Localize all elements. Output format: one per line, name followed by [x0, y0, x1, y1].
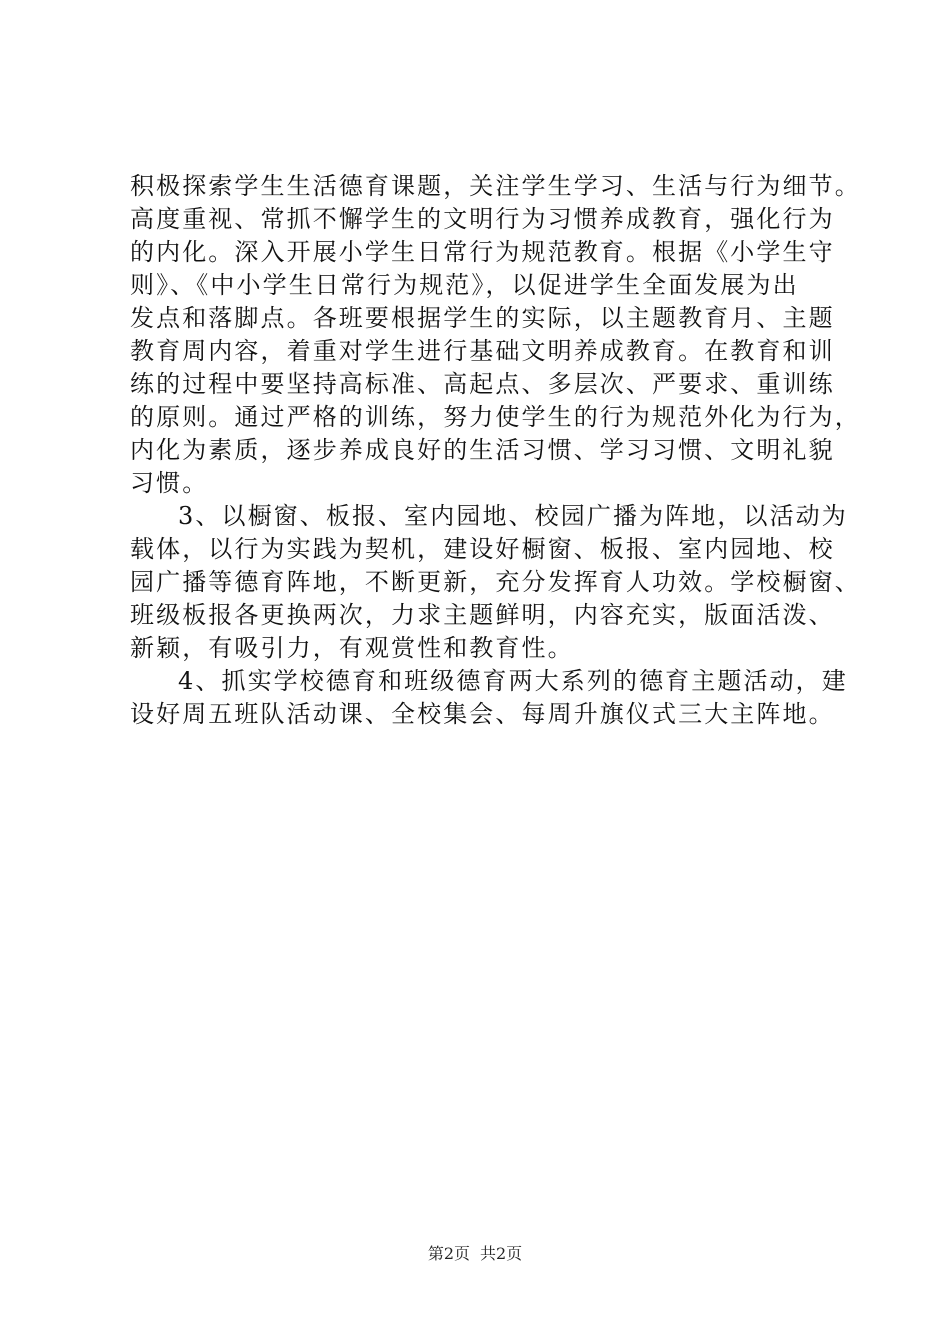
text-line: 园广播等德育阵地，不断更新，充分发挥育人功效。学校橱窗、: [130, 568, 861, 596]
document-body: [130, 170, 861, 731]
text-line: 练的过程中要坚持高标准、高起点、多层次、严要求、重训练: [130, 370, 835, 398]
text-line: 高度重视、常抓不懈学生的文明行为习惯养成教育，强化行为: [130, 205, 835, 233]
text-line: 的内化。深入开展小学生日常行为规范教育。根据《小学生守: [130, 238, 835, 266]
paragraph-4-first-line: 4、抓实学校德育和班级德育两大系列的德育主题活动，建: [178, 667, 848, 695]
text-line: 习惯。: [130, 469, 209, 497]
text-line: 内化为素质，逐步养成良好的生活习惯、学习习惯、文明礼貌: [130, 436, 835, 464]
page-number: 第2页: [427, 1244, 470, 1263]
page-footer: [0, 1243, 950, 1265]
text-line: 载体，以行为实践为契机，建设好橱窗、板报、室内园地、校: [130, 535, 835, 563]
paragraph-3-first-line: 3、以橱窗、板报、室内园地、校园广播为阵地，以活动为: [178, 502, 848, 530]
text-line: 则》、《中小学生日常行为规范》，以促进学生全面发展为出: [130, 271, 799, 299]
text-line: 新颖，有吸引力，有观赏性和教育性。: [130, 634, 574, 662]
text-line: 设好周五班队活动课、全校集会、每周升旗仪式三大主阵地。: [130, 700, 835, 728]
text-line: 发点和落脚点。各班要根据学生的实际，以主题教育月、主题: [130, 304, 835, 332]
text-line: 积极探索学生生活德育课题，关注学生学习、生活与行为细节。: [130, 172, 861, 200]
text-line: 的原则。通过严格的训练，努力使学生的行为规范外化为行为，: [130, 403, 861, 431]
text-line: 教育周内容，着重对学生进行基础文明养成教育。在教育和训: [130, 337, 835, 365]
page-total: 共2页: [480, 1244, 523, 1263]
text-line: 班级板报各更换两次，力求主题鲜明，内容充实，版面活泼、: [130, 601, 835, 629]
